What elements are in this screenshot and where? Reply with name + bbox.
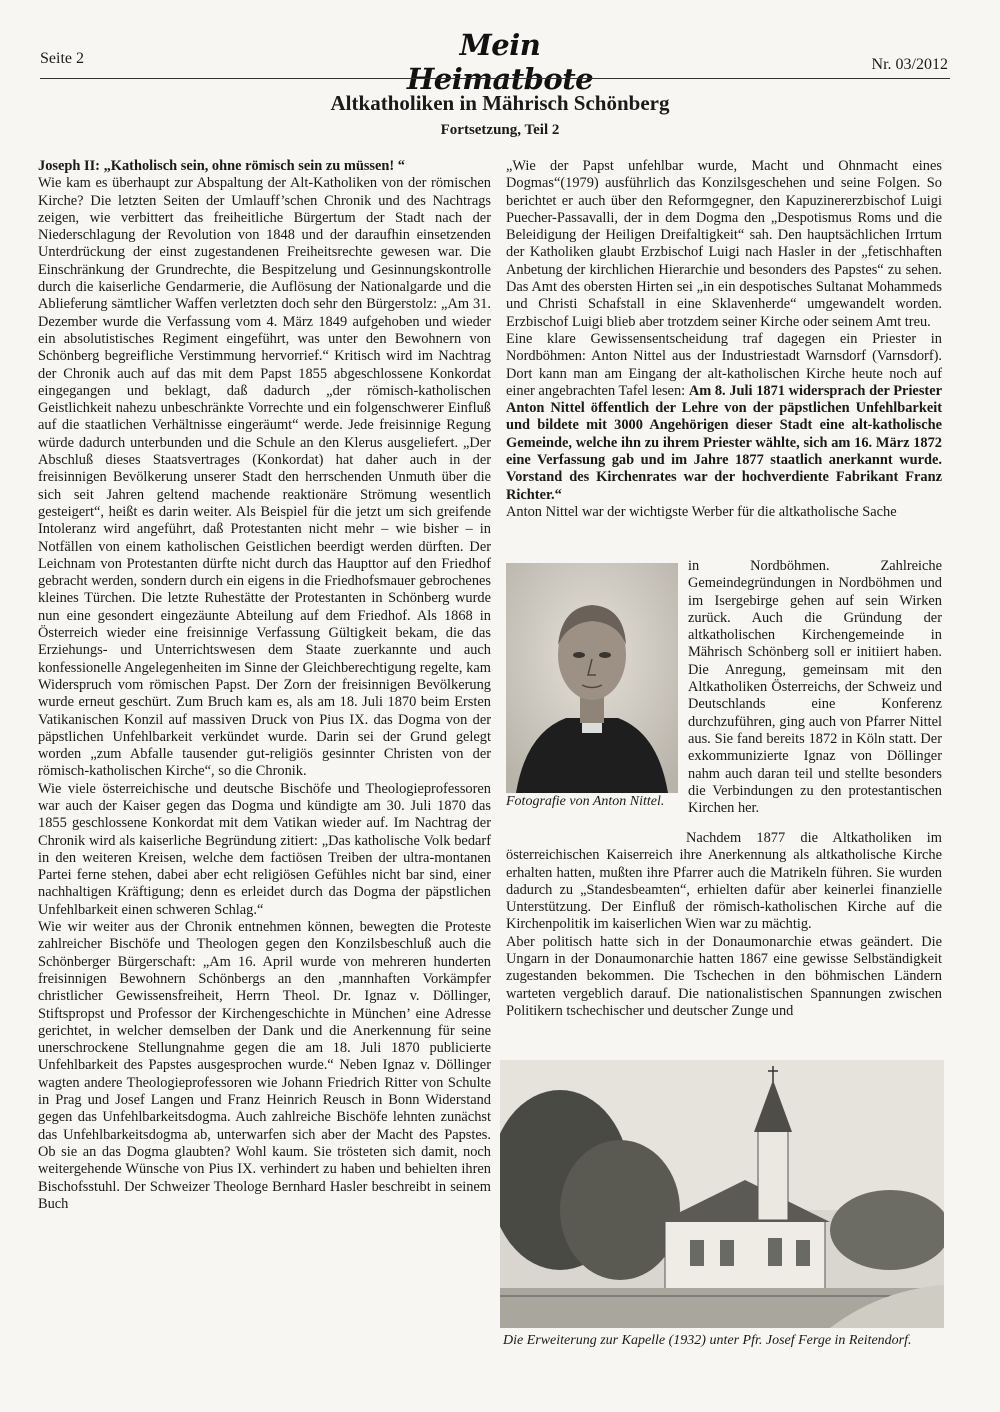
paragraph: Anton Nittel war der wichtigste Werber für die altkatholische Sache bbox=[506, 503, 897, 520]
text-beside-portrait: in Nordböhmen. Zahlreiche Gemeindegründungen in Nordböhmen und im Isergebirge gehen auf sein Wirken zurück. Auch die Gründung der altkatholischen Kirchengemeinde in Mährisch Schönberg soll er initiiert haben. Die Anregung, gemeinsam mit den Altkatholiken Österreichs, der Schweiz und Deutschlands eine Konferenz durchzuführen, ging auch von Pfarrer Nittel aus. Sie fand bereits 1872 in Köln statt. Der exkommunizierte Ignaz von Döllinger nahm auch daran teil und stellte besonders die Verbindungen zu den protestantischen Kirchen her. bbox=[688, 558, 942, 817]
issue-number: Nr. 03/2012 bbox=[871, 56, 948, 73]
paragraph-text: Eine klare Gewissensentscheidung traf dagegen ein Priester in Nordböhmen: Anton Nittel aus der Industriestadt Warnsdorf (Varnsdorf). Dort kann man am Eingang der alt-katholischen Kirche heute noch auf einer angebrachten Tafel lesen: bbox=[506, 330, 942, 399]
right-column-top bbox=[506, 158, 942, 521]
paragraph bbox=[506, 331, 942, 504]
plaque-quote: Am 8. Juli 1871 widersprach der Priester Anton Nittel öffentlich der Lehre von der päpstlichen Unfehlbarkeit und bildete mit 3000 Angehörigen dieser Stadt eine alt-katholische Gemeinde, welche ihn zu ihrem Priester wählte, sich am 16. März 1872 eine Verfassung gab und im Jahre 1877 staatlich anerkannt wurde. Vorstand des Kirchenrates war der hochverdiente Fabrikant Franz Richter.“ bbox=[506, 382, 942, 503]
article-title: Altkatholiken in Mährisch Schönberg bbox=[330, 91, 670, 115]
paragraph: „Wie der Papst unfehlbar wurde, Macht und Ohnmacht eines Dogmas“(1979) ausführlich das Konzilsgeschehen und seine Folgen. So berichtet er auch über den Reformgegner, den Kapuzinererzbischof Luigi Puecher-Passavalli, der in dem Dogma den „Despotismus Roms und die Beleidigung der Heiligen Dreifaltigkeit“ sah. Den hauptsächlichen Irrtum der Katholiken glaubt Erzbischof Luigi nach Hasler in der „fetischhaften Anbetung der kirchlichen Hierarchie und besonders des Papstes“ zu sehen. Das Amt des obersten Hirten sei „in ein despotisches Sultanat Mohammeds und Christi Schafstall in eine Sklavenherde“ umgewandelt worden. Erzbischof Luigi blieb aber trotzdem seiner Kirche oder seinem Amt treu. bbox=[506, 158, 942, 330]
church-caption: Die Erweiterung zur Kapelle (1932) unter Pfr. Josef Ferge in Reitendorf. bbox=[503, 1333, 912, 1348]
paragraph: Wie wir weiter aus der Chronik entnehmen können, bewegten die Proteste zahlreicher Bischöfe und Theologen gegen den Konzilsbeschluß auch die Schönberger Bürgerschaft: „Am 16. April wurde von mehreren hunderten freisinnigen Bewohnern Schönbergs an den ‚mannhaften Vorkämpfer christlicher Gewissensfreiheit, Herrn Theol. Dr. Ignaz v. Döllinger, Stiftspropst und Professor der Kirchengeschichte in München’ eine Adresse gerichtet, in welcher demselben der Dank und die Anerkennung für seine unerschrockene Stellungnahme gegen die am 18. Juli 1870 publicierte Unfehlbarkeit des Papstes ausgesprochen wurde.“ Neben Ignaz v. Döllinger wagten andere Theologieprofessoren wie Johann Friedrich Ritter von Schulte in Prag und Josef Langen und Franz Heinrich Reusch in Bonn Widerstand gegen das Unfehlbarkeitsdogma. Auch zahlreiche Bischöfe lehnten zunächst das Unfehlbarkeitsdogma ab, unterwarfen sich aber der Macht des Papstes. Ob sie an das Dogma glaubten? Wohl kaum. Sie trösteten sich damit, noch weitergehende Wünsche von Pius IX. verhindert zu haben und behielten ihren Bischofsstuhl. Der Schweizer Theologe Bernhard Hasler beschreibt in seinem Buch bbox=[38, 919, 491, 1212]
paragraph: Aber politisch hatte sich in der Donaumonarchie etwas geändert. Die Ungarn in der Donaumonarchie hatten 1867 eine gewisse Selbständigkeit zugestanden bekommen. Die Tschechen in den böhmischen Ländern warteten vergeblich darauf. Die nationalistischen Spannungen zwischen Politikern tschechischer und deutscher Zunge und bbox=[506, 933, 942, 1019]
masthead-logo: Mein Heimatbote bbox=[406, 28, 594, 96]
paragraph: Wie viele österreichische und deutsche Bischöfe und Theologieprofessoren war auch der Kaiser gegen das Dogma und kündigte am 30. Juli 1870 das 1855 geschlossene Konkordat mit dem Vatikan wieder auf. Im Nachtrag der Chronik wird als kaiserliche Begründung zitiert: „Das katholische Volk bedarf in den weiteren Kreisen, welche dem factiösen Treiben der ultra-montanen Partei ferne stehen, dabei aber echt religiösen Gefühles nicht bar sind, einer nachhaltigen Kräftigung; denn es erleidet durch das Dogma der päpstlichen Unfehlbarkeit einen schweren Schlag.“ bbox=[38, 780, 491, 918]
paragraph: Wie kam es überhaupt zur Abspaltung der Alt-Katholiken von der römischen Kirche? Die letzten Seiten der Umlauff’schen Chronik und des Nachtrags zeigen, wie verbittert das freiheitliche Bürgertum der Stadt nach der Niederschlagung der Revolution von 1848 und der daraufhin einsetzenden Unterdrückung der einst zugestandenen Freiheitsrechte gewesen war. Die Einschränkung der Grundrechte, die Bespitzelung und Gesinnungskontrolle durch die kaiserliche Gendarmerie, die Auflösung der Nationalgarde und die Ablieferung sämtlicher Waffen verletzten doch sehr den Bürgerstolz: „Am 31. Dezember wurde die Verfassung vom 4. März 1849 aufgehoben und wieder ein absolutistisches Regiment eingeführt, was unter den Bewohnern von Schönberg begreifliche Verstimmung hervorrief.“ Kritisch wird im Nachtrag der Chronik auch auf das mit dem Papst 1855 abgeschlossene Konkordat eingegangen und beklagt, daß dadurch „der römisch-katholischen Geistlichkeit nahezu unbeschränkte Vorrechte und ein folgenschwerer Einfluß auf die staatlichen Verhältnisse eingeräumt“ werde. Jede freisinnige Regung würde dadurch unterbunden und die Schule an den Klerus ausgeliefert. „Der Abschluß dieses Staatsvertrages (Konkordat) hat daher auch in der freisinnigen Bevölkerung unserer Stadt den herrschenden Unmuth über die sich seit Jahren geltend machende reaktionäre Strömung wesentlich gesteigert“, heißt es darin weiter. Als Beispiel für die jetzt um sich greifende Intoleranz wird angeführt, daß Protestanten nicht mehr – wie bisher – in Notfällen von einem katholischen Geistlichen beerdigt werden dürften. Der Leichnam von Protestanten dürfte nicht durch das Haupttor auf den Friedhof gebracht werden, sondern durch ein eigens in die Friedhofsmauer gebrochenes kleines Türchen. Die letzte Ruhestätte der Protestanten in Schönberg wurde nun eine gesondert eingezäunte Abteilung auf dem Friedhof. Als 1868 in Österreich wieder eine freisinnige Verfassung Gültigkeit bekam, die das Erziehungs- und Unterrichtswesen dem Staate zuerkannte und auch konfessionelle Angelegenheiten im Sinne der Gleichberechtigung regelte, kam Widerspruch vom römischen Papst. Der Zorn der freisinnigen Bevölkerung wurde erneut geschürt. Zum Bruch kam es, als am 18. Juli 1870 beim Ersten Vatikanischen Konzil auf massiven Druck von Pius IX. das Dogma von der päpstlichen Unfehlbarkeit verkündet wurde. Darin sei der Grund gelegt worden „zum Abfalle tausender gut-religiös gesinnter Christen von der römisch-katholischen Kirche“, so die Chronik. bbox=[38, 175, 491, 780]
portrait-photo bbox=[506, 563, 678, 793]
left-column bbox=[38, 158, 491, 1213]
header-rule bbox=[40, 78, 950, 79]
article-subtitle: Fortsetzung, Teil 2 bbox=[440, 122, 560, 138]
portrait-caption: Fotografie von Anton Nittel. bbox=[506, 794, 665, 809]
right-column-bottom bbox=[506, 830, 942, 1020]
page-number: Seite 2 bbox=[40, 50, 84, 67]
church-photo bbox=[500, 1060, 944, 1328]
section-heading: Joseph II: „Katholisch sein, ohne römisch sein zu müssen! “ bbox=[38, 158, 406, 174]
paragraph: Nachdem 1877 die Altkatholiken im österreichischen Kaiserreich ihre Anerkennung als altkatholische Kirche erhalten hatten, mußten ihre Pfarrer auch die Matrikeln führen. Sie wurden dadurch zu „Standesbeamten“, erhielten dafür aber keinerlei finanzielle Unterstützung. Der Einfluß der römisch-katholischen Kirche auf die Kirchenpolitik im kaiserlichen Wien war zu mächtig. bbox=[506, 830, 942, 933]
